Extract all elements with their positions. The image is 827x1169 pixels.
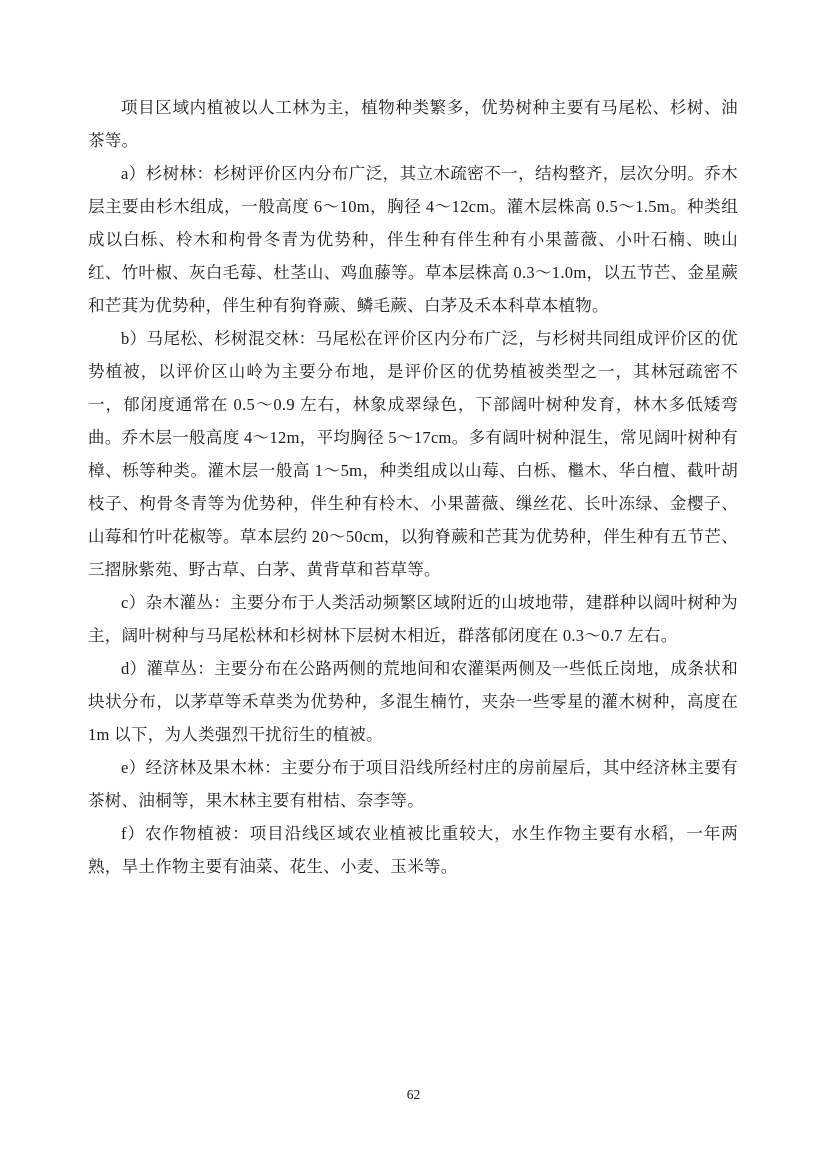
body-paragraph-item-c: c）杂木灌丛：主要分布于人类活动频繁区域附近的山坡地带，建群种以阔叶树种为主，阔叶树种与马尾松林和杉树林下层树木相近，群落郁闭度在 0.3～0.7 左右。 (88, 593, 738, 645)
body-paragraph-item-b: b）马尾松、杉树混交林：马尾松在评价区内分布广泛，与杉树共同组成评价区的优势植被，以评价区山岭为主要分布地，是评价区的优势植被类型之一，其林冠疏密不一，郁闭度通常在 0.5～0.9 左右，林象成翠绿色，下部阔叶树种发育，林木多低矮弯曲。乔木层一般高度 4～12m，平均胸径 5～17cm。多有阔叶树种混生，常见阔叶树种有樟、栎等种类。灌木层一般高 1～5m，种类组成以山莓、白栎、檵木、华白檀、截叶胡枝子、枸骨冬青等为优势种，伴生种有柃木、小果蔷薇、缫丝花、长叶冻绿、金樱子、山莓和竹叶花椒等。草本层约 20～50cm，以狗脊蕨和芒萁为优势种，伴生种有五节芒、三摺脉紫苑、野古草、白茅、黄背草和苔草等。 (88, 329, 738, 579)
page-number: 62 (406, 1087, 421, 1102)
body-paragraph-item-d: d）灌草丛：主要分布在公路两侧的荒地间和农灌渠两侧及一些低丘岗地，成条状和块状分布，以茅草等禾草类为优势种，多混生楠竹，夹杂一些零星的灌木树种，高度在 1m 以下，为人类强烈干扰衍生的植被。 (88, 659, 738, 744)
body-paragraph-item-a: a）杉树林：杉树评价区内分布广泛，其立木疏密不一，结构整齐，层次分明。乔木层主要由杉木组成，一般高度 6～10m，胸径 4～12cm。灌木层株高 0.5～1.5m。种类组成以白栎、柃木和枸骨冬青为优势种，伴生种有伴生种有小果蔷薇、小叶石楠、映山红、竹叶椒、灰白毛莓、杜茎山、鸡血藤等。草本层株高 0.3～1.0m，以五节芒、金星蕨和芒萁为优势种，伴生种有狗脊蕨、鳞毛蕨、白茅及禾本科草本植物。 (88, 164, 738, 315)
page-footer (0, 1086, 827, 1104)
body-paragraph-intro: 项目区域内植被以人工林为主，植物种类繁多，优势树种主要有马尾松、杉树、油茶等。 (88, 98, 738, 150)
page-body (88, 91, 738, 883)
body-paragraph-item-e: e）经济林及果木林：主要分布于项目沿线所经村庄的房前屋后，其中经济林主要有茶树、油桐等，果木林主要有柑桔、奈李等。 (88, 758, 738, 810)
body-paragraph-item-f: f）农作物植被：项目沿线区域农业植被比重较大，水生作物主要有水稻，一年两熟，旱土作物主要有油菜、花生、小麦、玉米等。 (88, 824, 738, 876)
